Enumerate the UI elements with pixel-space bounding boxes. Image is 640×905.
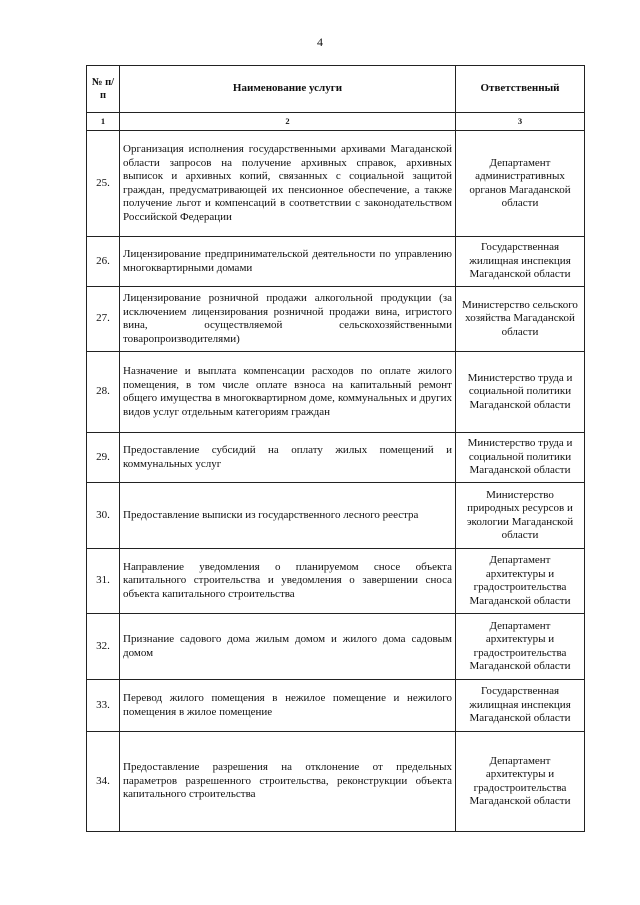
- responsible-body: Министерство природных ресурсов и экологии Магаданской области: [456, 483, 585, 549]
- table-row: [87, 483, 585, 549]
- row-number: 30.: [87, 483, 120, 549]
- responsible-body: Министерство сельского хозяйства Магаданской области: [456, 287, 585, 352]
- responsible-body: Министерство труда и социальной политики Магаданской области: [456, 352, 585, 433]
- service-name: Организация исполнения государственными архивами Магаданской области запросов на получение архивных справок, архивных выписок и архивных копий, связанных с социальной защитой граждан, предусматривающей их пенсионное обеспечение, а также получение льгот и компенсаций в соответствии с законодательством Российской Федерации: [120, 131, 456, 237]
- responsible-body: Департамент архитектуры и градостроительства Магаданской области: [456, 549, 585, 614]
- column-number: 3: [456, 113, 585, 131]
- row-number: 34.: [87, 732, 120, 832]
- service-name: Перевод жилого помещения в нежилое помещение и нежилого помещения в жилое помещение: [120, 680, 456, 732]
- table-row: [87, 680, 585, 732]
- row-number: 33.: [87, 680, 120, 732]
- table-row: [87, 352, 585, 433]
- service-name: Назначение и выплата компенсации расходов по оплате жилого помещения, в том числе оплате взноса на капитальный ремонт общего имущества в многоквартирном доме, коммунальных и других видов услуг отдельным категориям граждан: [120, 352, 456, 433]
- table-row: [87, 549, 585, 614]
- table-row: [87, 433, 585, 483]
- service-name: Лицензирование розничной продажи алкогольной продукции (за исключением лицензирования розничной продажи вина, игристого вина, осуществляемой сельскохозяйственными товаропроизводителями): [120, 287, 456, 352]
- column-number: 1: [87, 113, 120, 131]
- responsible-body: Министерство труда и социальной политики Магаданской области: [456, 433, 585, 483]
- page-number: 4: [317, 35, 323, 49]
- header-responsible: Ответственный: [456, 66, 585, 113]
- service-name: Предоставление разрешения на отклонение от предельных параметров разрешенного строительства, реконструкции объекта капитального строительства: [120, 732, 456, 832]
- row-number: 29.: [87, 433, 120, 483]
- service-name: Предоставление выписки из государственного лесного реестра: [120, 483, 456, 549]
- table-row: [87, 131, 585, 237]
- responsible-body: Государственная жилищная инспекция Магаданской области: [456, 680, 585, 732]
- row-number: 32.: [87, 614, 120, 680]
- header-num: № п/п: [87, 66, 120, 113]
- row-number: 26.: [87, 237, 120, 287]
- responsible-body: Государственная жилищная инспекция Магаданской области: [456, 237, 585, 287]
- column-numbers-row: [87, 113, 585, 131]
- table-header-row: [87, 66, 585, 113]
- header-service-name: Наименование услуги: [120, 66, 456, 113]
- row-number: 31.: [87, 549, 120, 614]
- table-row: [87, 237, 585, 287]
- row-number: 28.: [87, 352, 120, 433]
- table-row: [87, 732, 585, 832]
- responsible-body: Департамент архитектуры и градостроительства Магаданской области: [456, 732, 585, 832]
- service-name: Признание садового дома жилым домом и жилого дома садовым домом: [120, 614, 456, 680]
- table-row: [87, 287, 585, 352]
- service-name: Направление уведомления о планируемом сносе объекта капитального строительства и уведомления о завершении сноса объекта капитального строительства: [120, 549, 456, 614]
- services-table: [86, 65, 585, 832]
- table-row: [87, 614, 585, 680]
- row-number: 25.: [87, 131, 120, 237]
- row-number: 27.: [87, 287, 120, 352]
- responsible-body: Департамент архитектуры и градостроительства Магаданской области: [456, 614, 585, 680]
- service-name: Лицензирование предпринимательской деятельности по управлению многоквартирными домами: [120, 237, 456, 287]
- service-name: Предоставление субсидий на оплату жилых помещений и коммунальных услуг: [120, 433, 456, 483]
- responsible-body: Департамент административных органов Магаданской области: [456, 131, 585, 237]
- column-number: 2: [120, 113, 456, 131]
